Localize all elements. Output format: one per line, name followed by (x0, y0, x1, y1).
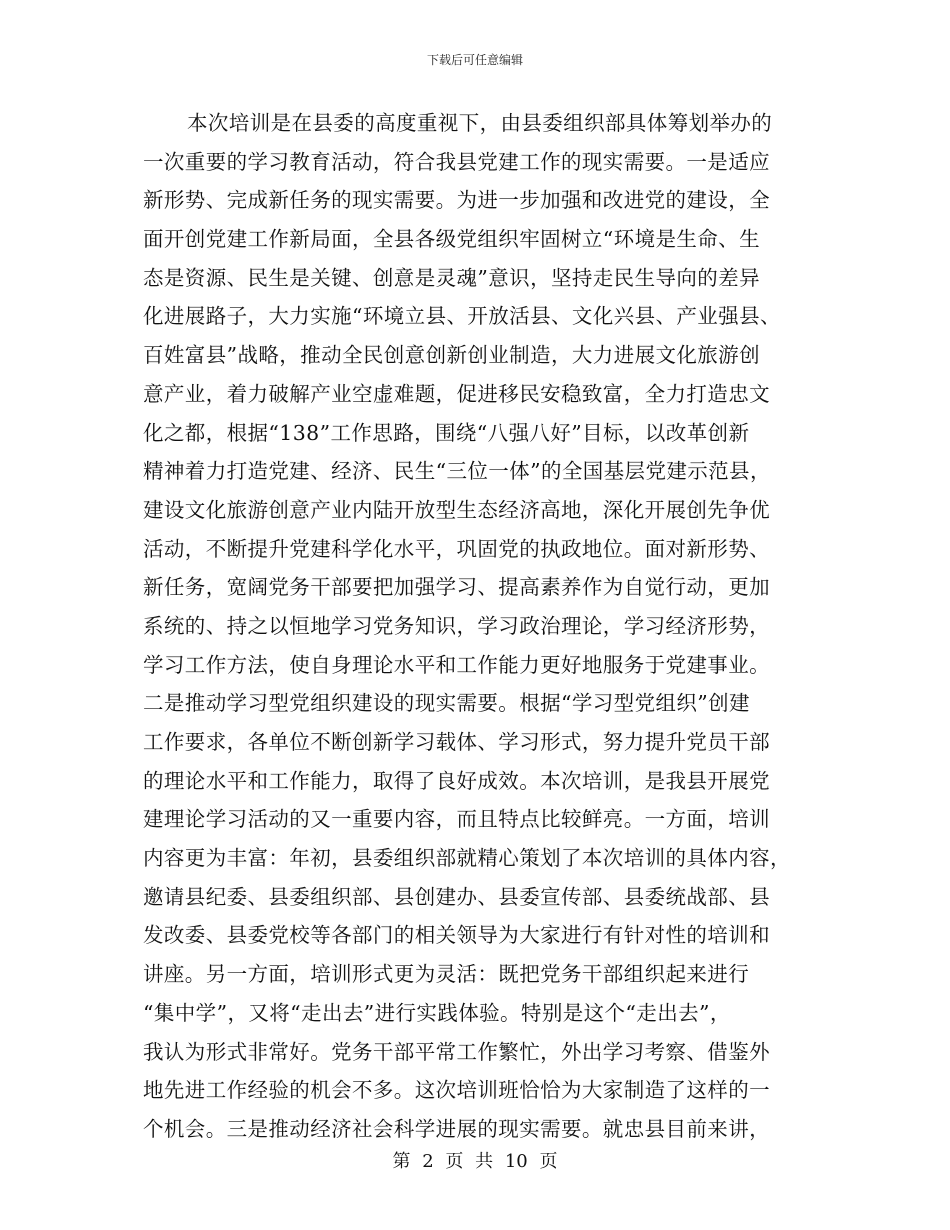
text-line: 讲座。另一方面，培训形式更为灵活：既把党务干部组织起来进行 (143, 962, 750, 987)
text-line: 系统的、持之以恒地学习党务知识，学习政治理论，学习经济形势， (143, 613, 770, 638)
text-line: 态是资源、民生是关键、创意是灵魂”意识，坚持走民生导向的差异 (143, 265, 760, 290)
text-line: 化进展路子，大力实施“环境立县、开放活县、文化兴县、产业强县、 (143, 304, 781, 329)
text-line: 本次培训是在县委的高度重视下，由县委组织部具体筹划举办的 (187, 111, 773, 135)
text-line: 的理论水平和工作能力，取得了良好成效。本次培训，是我县开展党 (143, 768, 770, 793)
text-line: 建理论学习活动的又一重要内容，而且特点比较鲜亮。一方面，培训 (143, 807, 770, 832)
text-line: 化之都，根据“138”工作思路，围绕“八强八好”目标，以改革创新 (143, 420, 750, 445)
text-line: 意产业，着力破解产业空虚难题，促进移民安稳致富，全力打造忠文 (143, 381, 770, 406)
text-line: 发改委、县委党校等各部门的相关领导为大家进行有针对性的培训和 (143, 923, 770, 948)
text-line: 一次重要的学习教育活动，符合我县党建工作的现实需要。一是适应 (143, 149, 770, 174)
text-line: 邀请县纪委、县委组织部、县创建办、县委宣传部、县委统战部、县 (143, 884, 770, 909)
text-line: 学习工作方法，使自身理论水平和工作能力更好地服务于党建事业。 (143, 652, 770, 677)
text-line: 我认为形式非常好。党务干部平常工作繁忙，外出学习考察、借鉴外 (143, 1039, 770, 1064)
text-line: 百姓富县”战略，推动全民创意创新创业制造，大力进展文化旅游创 (143, 343, 760, 368)
text-line: 工作要求，各单位不断创新学习载体、学习形式，努力提升党员干部 (143, 730, 770, 754)
page-header: 下载后可任意编辑 (426, 53, 523, 67)
body-text (143, 104, 808, 1149)
text-line: 面开创党建工作新局面，全县各级党组织牢固树立“环境是生命、生 (143, 227, 760, 252)
text-line: 新任务，宽阔党务干部要把加强学习、提高素养作为自觉行动，更加 (143, 575, 770, 600)
text-line: 地先进工作经验的机会不多。这次培训班恰恰为大家制造了这样的一 (143, 1078, 770, 1103)
text-line: 内容更为丰富：年初，县委组织部就精心策划了本次培训的具体内容， (143, 846, 791, 871)
text-line: 二是推动学习型党组织建设的现实需要。根据“学习型党组织”创建 (143, 691, 750, 716)
text-line: 活动，不断提升党建科学化水平，巩固党的执政地位。面对新形势、 (143, 536, 770, 561)
page-footer: 第 2 页 共 10 页 (392, 1151, 558, 1172)
text-line: 个机会。三是推动经济社会科学进展的现实需要。就忠县目前来讲， (143, 1116, 770, 1141)
text-line: “集中学”，又将“走出去”进行实践体验。特别是这个“走出去”， (143, 1000, 731, 1025)
text-line: 建设文化旅游创意产业内陆开放型生态经济高地，深化开展创先争优 (143, 497, 770, 522)
text-line: 精神着力打造党建、经济、民生“三位一体”的全国基层党建示范县， (143, 459, 771, 484)
text-line: 新形势、完成新任务的现实需要。为进一步加强和改进党的建设，全 (143, 188, 770, 213)
